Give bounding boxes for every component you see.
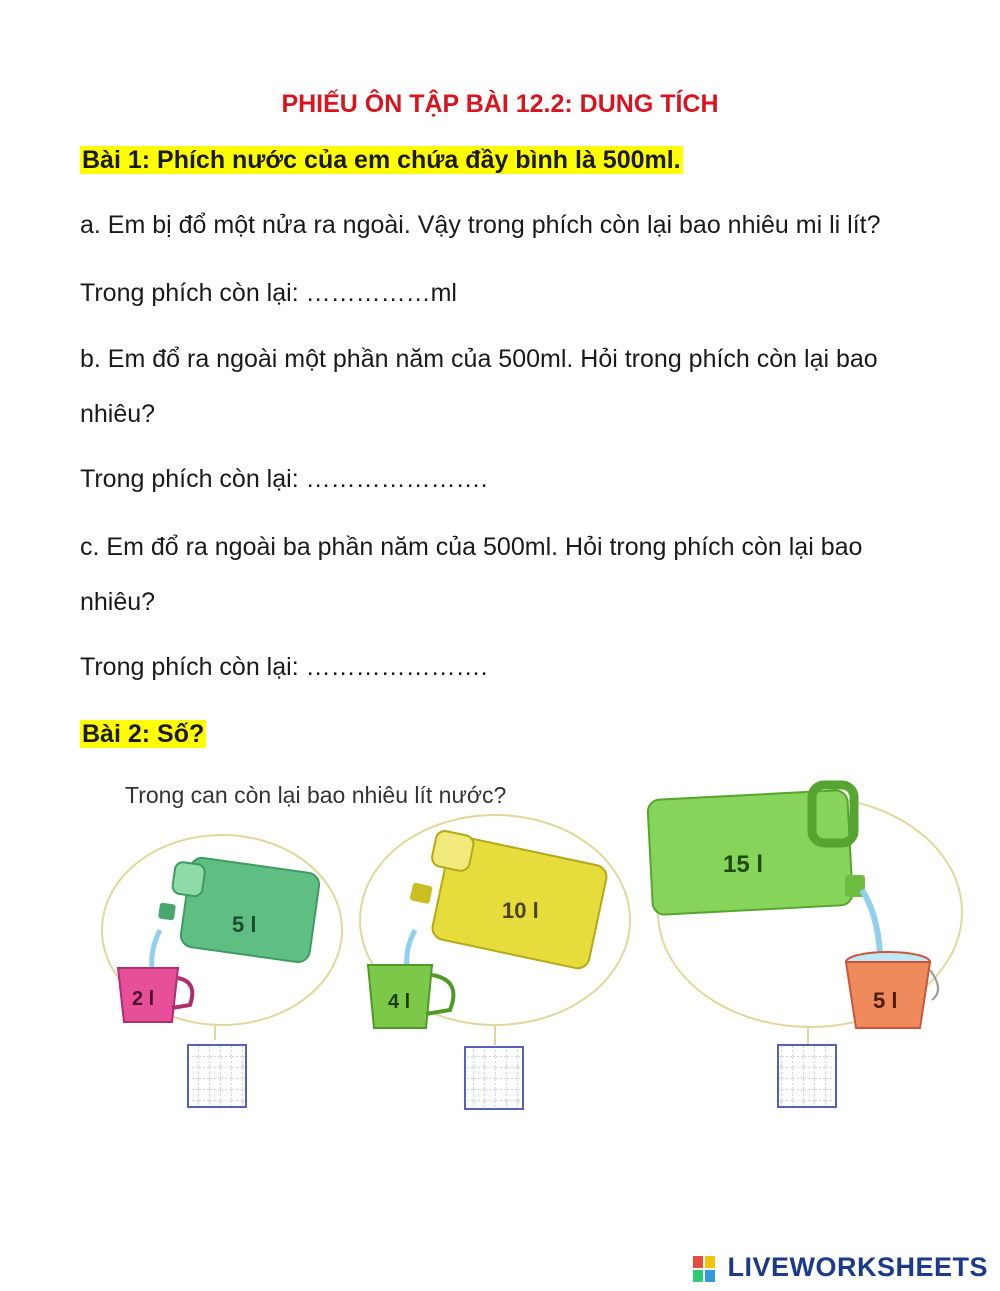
can-label-2: 10 l [502,898,539,923]
liveworksheets-logo [693,1252,988,1283]
bai1-question-a: a. Em bị đổ một nửa ra ngoài. Vậy trong phích còn lại bao nhiêu mi li lít? [80,211,881,239]
bai1-answer-a: Trong phích còn lại: ……………ml [80,279,457,307]
cup-4l [368,965,453,1028]
can-15l [647,785,865,915]
answer-box-3 [778,1045,836,1107]
bucket-5l [846,952,938,1028]
brand-text: LIVEWORKSHEETS [727,1252,988,1282]
bai1-question-b-line1: b. Em đổ ra ngoài một phần năm của 500ml. Hỏi trong phích còn lại bao [80,345,878,373]
water-stream-3 [862,890,880,955]
page-title: PHIẾU ÔN TẬP BÀI 12.2: DUNG TÍCH [281,90,719,118]
bai1-question-c-line1: c. Em đổ ra ngoài ba phần năm của 500ml. Hỏi trong phích còn lại bao [80,533,863,561]
bai2-heading: Bài 2: Số? [82,720,205,748]
can-label-3: 15 l [723,851,764,878]
group-3 [647,785,962,1107]
cup-label-2: 4 l [388,991,411,1013]
water-stream-1 [152,930,160,968]
bai1-answer-b: Trong phích còn lại: …………………. [80,465,488,493]
cup-label-1: 2 l [132,988,155,1010]
can-10l [410,829,609,970]
cup-2l [118,968,192,1022]
answer-box-1 [188,1045,246,1107]
group-1 [102,835,342,1107]
answer-box-2 [465,1047,523,1109]
group-2 [360,815,630,1109]
can-label-1: 5 l [232,912,257,937]
bai1-question-c-line2: nhiêu? [80,588,156,616]
can-5l [158,856,321,963]
cup-label-3: 5 l [873,988,898,1013]
bai1-heading: Bài 1: Phích nước của em chứa đầy bình là 500ml. [82,146,681,174]
water-stream-2 [407,930,415,968]
liveworksheets-icon [693,1256,715,1282]
bai1-answer-c: Trong phích còn lại: …………………. [80,653,488,681]
illustration-caption: Trong can còn lại bao nhiêu lít nước? [125,782,507,808]
bai1-question-b-line2: nhiêu? [80,400,156,428]
